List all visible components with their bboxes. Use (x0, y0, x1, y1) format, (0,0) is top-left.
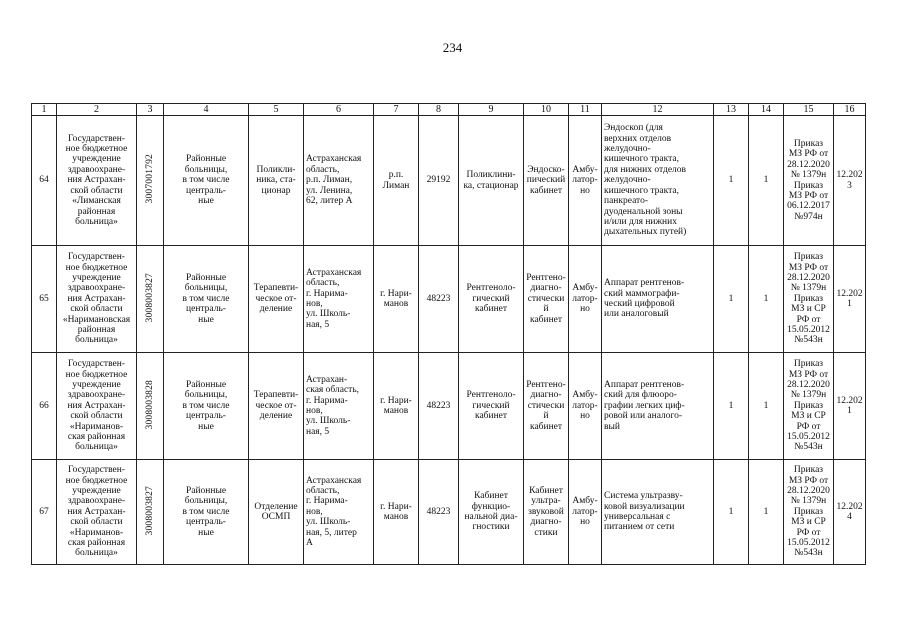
inn-cell (137, 460, 164, 565)
inn-cell (137, 116, 164, 246)
due-date: 12.2021 (834, 246, 866, 353)
due-date: 12.2023 (834, 116, 866, 246)
table-row (32, 246, 866, 353)
column-number: 6 (304, 104, 374, 116)
department: Рентгеноло- гический кабинет (459, 353, 524, 460)
quantity-14: 1 (749, 460, 784, 565)
table-row (32, 116, 866, 246)
organization-name: Государствен- ное бюджетное учреждение здравоохране- ния Астрахан- ской области «Нариманов- ская районная больница» (57, 460, 137, 565)
address: Астраханская область, г. Нарима- нов, ул. Школь- ная, 5, литер А (304, 460, 374, 565)
organization-type: Районные больницы, в том числе централь- ные (164, 460, 249, 565)
order-reference: Приказ МЗ РФ от 28.12.2020 № 1379н Приказ МЗ и СР РФ от 15.05.2012 №543н (784, 460, 834, 565)
equipment-table (31, 103, 866, 565)
locality-code: 48223 (419, 460, 459, 565)
organization-type: Районные больницы, в том числе централь- ные (164, 116, 249, 246)
room: Кабинет ультра- звуковой диагно- стики (524, 460, 569, 565)
order-reference: Приказ МЗ РФ от 28.12.2020 № 1379н Приказ МЗ и СР РФ от 15.05.2012 №543н (784, 353, 834, 460)
locality: г. Нари- манов (374, 353, 419, 460)
column-number: 2 (57, 104, 137, 116)
address: Астраханская область, г. Нарима- нов, ул. Школь- ная, 5 (304, 246, 374, 353)
column-number: 1 (32, 104, 57, 116)
room: Эндоско- пический кабинет (524, 116, 569, 246)
inn-code: 3008003827 (144, 272, 155, 323)
row-number: 65 (32, 246, 57, 353)
order-reference: Приказ МЗ РФ от 28.12.2020 № 1379н Приказ МЗ РФ от 06.12.2017 №974н (784, 116, 834, 246)
row-number: 67 (32, 460, 57, 565)
organization-type: Районные больницы, в том числе централь- ные (164, 353, 249, 460)
inn-code: 3007001792 (144, 154, 155, 204)
column-number: 8 (419, 104, 459, 116)
unit: Терапевти- ческое от- деление (249, 246, 304, 353)
address: Астраханская область, р.п. Лиман, ул. Ленина, 62, литер А (304, 116, 374, 246)
locality: р.п. Лиман (374, 116, 419, 246)
inn-code: 3008003827 (144, 485, 155, 536)
quantity-13: 1 (714, 246, 749, 353)
unit: Отделение ОСМП (249, 460, 304, 565)
column-number: 10 (524, 104, 569, 116)
organization-type: Районные больницы, в том числе централь- ные (164, 246, 249, 353)
unit: Терапевти- ческое от- деление (249, 353, 304, 460)
quantity-13: 1 (714, 460, 749, 565)
care-mode: Амбу- латор- но (569, 116, 602, 246)
department: Кабинет функцио- нальной диа- гностики (459, 460, 524, 565)
inn-code: 3008003828 (144, 379, 155, 430)
address: Астрахан- ская область, г. Нарима- нов, ул. Школь- ная, 5 (304, 353, 374, 460)
quantity-13: 1 (714, 116, 749, 246)
column-number: 12 (602, 104, 714, 116)
quantity-14: 1 (749, 246, 784, 353)
column-number: 3 (137, 104, 164, 116)
quantity-14: 1 (749, 353, 784, 460)
table-row (32, 460, 866, 565)
locality: г. Нари- манов (374, 246, 419, 353)
column-number: 13 (714, 104, 749, 116)
inn-cell (137, 353, 164, 460)
organization-name: Государствен- ное бюджетное учреждение здравоохране- ния Астрахан- ской области «Нариманов- ская районная больница» (57, 353, 137, 460)
column-number: 14 (749, 104, 784, 116)
quantity-14: 1 (749, 116, 784, 246)
department: Рентгеноло- гический кабинет (459, 246, 524, 353)
organization-name: Государствен- ное бюджетное учреждение здравоохране- ния Астрахан- ской области «Лиманская районная больница» (57, 116, 137, 246)
row-number: 66 (32, 353, 57, 460)
page-number: 234 (442, 40, 463, 55)
equipment: Система ультразву- ковой визуализации универсальная с питанием от сети (602, 460, 714, 565)
column-number: 11 (569, 104, 602, 116)
equipment: Эндоскоп (для верхних отделов желудочно- кишечного тракта, для нижних отделов желудочно- кишечного тракта, панкреато- дуоденальной зоны и/или для нижних дыхательных путей) (602, 116, 714, 246)
due-date: 12.2024 (834, 460, 866, 565)
room: Рентгено- диагно- стический кабинет (524, 246, 569, 353)
order-reference: Приказ МЗ РФ от 28.12.2020 № 1379н Приказ МЗ и СР РФ от 15.05.2012 №543н (784, 246, 834, 353)
care-mode: Амбу- латор- но (569, 246, 602, 353)
equipment: Аппарат рентгенов- ский для флюоро- графии легких циф- ровой или аналого- вый (602, 353, 714, 460)
due-date: 12.2021 (834, 353, 866, 460)
room: Рентгено- диагно- стический кабинет (524, 353, 569, 460)
care-mode: Амбу- латор- но (569, 460, 602, 565)
column-number: 16 (834, 104, 866, 116)
column-number: 9 (459, 104, 524, 116)
column-number: 4 (164, 104, 249, 116)
column-number: 15 (784, 104, 834, 116)
row-number: 64 (32, 116, 57, 246)
unit: Поликли- ника, ста- ционар (249, 116, 304, 246)
column-number-row (32, 104, 866, 116)
quantity-13: 1 (714, 353, 749, 460)
inn-cell (137, 246, 164, 353)
locality-code: 48223 (419, 246, 459, 353)
organization-name: Государствен- ное бюджетное учреждение здравоохране- ния Астрахан- ской области «Наримановская районная больница» (57, 246, 137, 353)
table-row (32, 353, 866, 460)
locality: г. Нари- манов (374, 460, 419, 565)
column-number: 5 (249, 104, 304, 116)
locality-code: 48223 (419, 353, 459, 460)
equipment: Аппарат рентгенов- ский маммографи- ческий цифровой или аналоговый (602, 246, 714, 353)
column-number: 7 (374, 104, 419, 116)
care-mode: Амбу- латор- но (569, 353, 602, 460)
department: Поликлини- ка, стационар (459, 116, 524, 246)
locality-code: 29192 (419, 116, 459, 246)
